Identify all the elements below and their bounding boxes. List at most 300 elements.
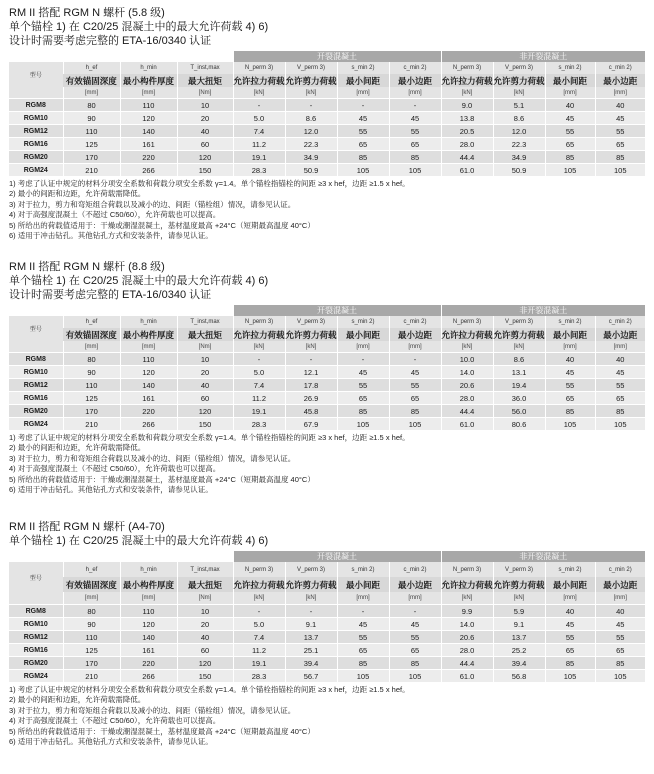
anchor-type-cell: RGM10 [9, 112, 63, 125]
value-cell: 36.0 [493, 392, 545, 405]
value-cell: 25.2 [493, 644, 545, 657]
unit-cell: [kN] [493, 87, 545, 99]
value-cell: 40 [545, 605, 595, 618]
value-cell: 7.4 [233, 631, 285, 644]
table-row [9, 418, 645, 431]
value-cell: 61.0 [441, 164, 493, 177]
value-cell: 28.3 [233, 418, 285, 431]
group-blank [9, 51, 233, 62]
value-cell: 210 [63, 164, 120, 177]
group-header-row [9, 305, 645, 316]
value-cell: 55 [337, 379, 389, 392]
col-header-label: 允许剪力荷载 [285, 329, 337, 340]
value-cell: 12.0 [493, 125, 545, 138]
label-row [9, 328, 645, 341]
value-cell: 110 [120, 353, 177, 366]
value-cell: 65 [337, 644, 389, 657]
section-a4-70 [9, 520, 645, 747]
symbol-cell: V_perm 3) [493, 316, 545, 328]
section-requirement-note: 设计时需要考虑完整的 ETA-16/0340 认证 [9, 289, 212, 301]
value-cell: 60 [177, 644, 233, 657]
table-row [9, 631, 645, 644]
unit-cell: [mm] [389, 592, 441, 605]
value-cell: 55 [595, 125, 645, 138]
symbol-cell: c_min 2) [389, 62, 441, 74]
symbol-cell: c_min 2) [595, 316, 645, 328]
symbol-cell: N_perm 3) [233, 62, 285, 74]
value-cell: 85 [545, 151, 595, 164]
value-cell: 45 [595, 618, 645, 631]
value-cell: - [285, 605, 337, 618]
footnote: 5) 所给出的荷载值适用于：干燥或潮湿混凝土，基材温度最高 +24°C（短期最高温度 40°C） [9, 726, 315, 736]
unit-cell: [kN] [493, 592, 545, 605]
col-header-label: 允许剪力荷载 [493, 75, 545, 86]
symbol-cell: V_perm 3) [493, 62, 545, 74]
symbol-cell: s_min 2) [545, 62, 595, 74]
unit-row [9, 341, 645, 353]
table-row [9, 605, 645, 618]
value-cell: 105 [337, 164, 389, 177]
unit-cell: [mm] [337, 592, 389, 605]
col-header-label: 有效锚固深度 [63, 74, 120, 87]
value-cell: 5.0 [233, 112, 285, 125]
symbol-cell: T_inst,max [177, 62, 233, 74]
anchor-type-cell: RGM16 [9, 644, 63, 657]
value-cell: 266 [120, 670, 177, 683]
section-grade-8-8 [9, 260, 645, 495]
unit-cell: [kN] [233, 87, 285, 99]
group-uncracked-concrete: 非开裂混凝土 [441, 551, 645, 562]
section-subtitle: 单个锚栓 1) 在 C20/25 混凝土中的最大允许荷载 4) 6) [9, 275, 269, 287]
symbol-cell: N_perm 3) [441, 316, 493, 328]
value-cell: 105 [595, 670, 645, 683]
table-row [9, 99, 645, 112]
value-cell: 13.1 [493, 366, 545, 379]
value-cell: 266 [120, 418, 177, 431]
table-row [9, 353, 645, 366]
col-header-type: 型号 [9, 316, 63, 341]
value-cell: 105 [389, 164, 441, 177]
unit-cell: [mm] [337, 87, 389, 99]
value-cell: 56.8 [493, 670, 545, 683]
value-cell: 110 [63, 631, 120, 644]
value-cell: 85 [337, 405, 389, 418]
value-cell: - [337, 605, 389, 618]
unit-cell: [mm] [389, 341, 441, 353]
value-cell: 45 [337, 366, 389, 379]
value-cell: 120 [120, 366, 177, 379]
anchor-type-cell: RGM20 [9, 405, 63, 418]
col-header-label: 有效锚固深度 [63, 328, 120, 341]
value-cell: 61.0 [441, 670, 493, 683]
value-cell: 5.9 [493, 605, 545, 618]
value-cell: 14.0 [441, 618, 493, 631]
unit-cell: [mm] [63, 341, 120, 353]
table-row [9, 618, 645, 631]
unit-cell: [mm] [595, 341, 645, 353]
footnote: 3) 对于拉力，剪力和弯矩组合荷载以及减小的边、间距（锚栓组）情况，请参见认证。 [9, 199, 296, 209]
group-header-row [9, 51, 645, 62]
value-cell: 19.1 [233, 405, 285, 418]
label-row [9, 577, 645, 592]
value-cell: 55 [545, 125, 595, 138]
unit-cell: [kN] [285, 87, 337, 99]
value-cell: 65 [545, 138, 595, 151]
col-header-label: 最大扭矩 [177, 328, 233, 341]
load-table [9, 305, 645, 430]
load-table [9, 551, 645, 682]
value-cell: 40 [177, 379, 233, 392]
table-row [9, 112, 645, 125]
value-cell: 55 [545, 379, 595, 392]
value-cell: 125 [63, 392, 120, 405]
value-cell: 105 [545, 670, 595, 683]
unit-cell: [mm] [120, 87, 177, 99]
value-cell: 40 [595, 99, 645, 112]
value-cell: 45 [337, 112, 389, 125]
unit-cell: [mm] [337, 341, 389, 353]
col-header-label: 最小边距 [595, 328, 645, 341]
unit-cell: [mm] [389, 87, 441, 99]
group-header-row [9, 551, 645, 562]
value-cell: 65 [389, 644, 441, 657]
value-cell: 55 [337, 631, 389, 644]
unit-cell [9, 87, 63, 99]
anchor-type-cell: RGM10 [9, 366, 63, 379]
value-cell: 60 [177, 392, 233, 405]
value-cell: 80.6 [493, 418, 545, 431]
symbol-cell: c_min 2) [389, 316, 441, 328]
unit-row [9, 592, 645, 605]
value-cell: 65 [389, 138, 441, 151]
value-cell: 11.2 [233, 644, 285, 657]
footnote: 4) 对于高强度混凝土（不超过 C50/60），允许荷载也可以提高。 [9, 210, 221, 220]
col-header-label: 允许拉力荷载 [441, 577, 493, 592]
col-header-label: 最小构件厚度 [120, 74, 177, 87]
unit-cell: [mm] [545, 87, 595, 99]
value-cell: 45 [389, 366, 441, 379]
symbol-row [9, 316, 645, 328]
unit-cell [9, 341, 63, 353]
value-cell: 40 [177, 125, 233, 138]
footnote: 4) 对于高强度混凝土（不超过 C50/60），允许荷载也可以提高。 [9, 464, 221, 474]
symbol-cell: T_inst,max [177, 562, 233, 577]
anchor-type-cell: RGM24 [9, 164, 63, 177]
group-uncracked-concrete: 非开裂混凝土 [441, 51, 645, 62]
anchor-type-cell: RGM20 [9, 151, 63, 164]
value-cell: 14.0 [441, 366, 493, 379]
value-cell: 10 [177, 99, 233, 112]
value-cell: 80 [63, 353, 120, 366]
value-cell: 56.7 [285, 670, 337, 683]
footnote: 6) 适用于冲击钻孔。其他钻孔方式和安装条件，请参见认证。 [9, 485, 213, 495]
unit-cell: [kN] [233, 341, 285, 353]
value-cell: 12.1 [285, 366, 337, 379]
symbol-cell: s_min 2) [337, 62, 389, 74]
value-cell: 8.6 [493, 353, 545, 366]
value-cell: 55 [389, 631, 441, 644]
value-cell: 10 [177, 605, 233, 618]
value-cell: 20 [177, 618, 233, 631]
unit-cell: [Nm] [177, 592, 233, 605]
value-cell: 65 [545, 392, 595, 405]
group-uncracked-concrete: 非开裂混凝土 [441, 305, 645, 316]
col-header-label: 允许拉力荷载 [441, 75, 493, 86]
value-cell: 10.0 [441, 353, 493, 366]
value-cell: 161 [120, 644, 177, 657]
value-cell: 45 [545, 366, 595, 379]
value-cell: - [337, 353, 389, 366]
table-row [9, 392, 645, 405]
value-cell: 9.1 [285, 618, 337, 631]
symbol-cell: c_min 2) [595, 562, 645, 577]
value-cell: 110 [120, 605, 177, 618]
value-cell: - [389, 99, 441, 112]
symbol-cell: h_min [120, 316, 177, 328]
value-cell: 85 [595, 657, 645, 670]
symbol-cell: c_min 2) [595, 62, 645, 74]
unit-cell: [kN] [233, 592, 285, 605]
value-cell: 105 [595, 418, 645, 431]
value-cell: 20 [177, 366, 233, 379]
value-cell: 140 [120, 631, 177, 644]
anchor-type-cell: RGM8 [9, 353, 63, 366]
value-cell: 65 [389, 392, 441, 405]
group-cracked-concrete: 开裂混凝土 [233, 51, 441, 62]
value-cell: 85 [389, 405, 441, 418]
symbol-cell: N_perm 3) [441, 562, 493, 577]
section-subtitle: 单个锚栓 1) 在 C20/25 混凝土中的最大允许荷载 4) 6) [9, 535, 269, 547]
value-cell: 19.1 [233, 151, 285, 164]
col-header-label: 允许拉力荷载 [233, 329, 285, 340]
value-cell: 161 [120, 138, 177, 151]
col-header-label: 最小边距 [389, 74, 441, 87]
symbol-cell: s_min 2) [545, 562, 595, 577]
value-cell: 45 [545, 618, 595, 631]
value-cell: 50.9 [285, 164, 337, 177]
footnote: 1) 考虑了认证中规定的材料分项安全系数和荷载分项安全系数 γ=1.4。单个锚栓指锚栓的间距 ≥3 x hef，边距 ≥1.5 x hef。 [9, 179, 410, 188]
value-cell: - [337, 99, 389, 112]
value-cell: 26.9 [285, 392, 337, 405]
unit-cell: [mm] [545, 341, 595, 353]
value-cell: 85 [389, 657, 441, 670]
section-grade-5-8 [9, 6, 645, 241]
symbol-cell: V_perm 3) [493, 562, 545, 577]
value-cell: 45 [595, 366, 645, 379]
value-cell: 45 [389, 618, 441, 631]
col-header-label: 有效锚固深度 [63, 577, 120, 592]
value-cell: 9.0 [441, 99, 493, 112]
footnote: 6) 适用于冲击钻孔。其他钻孔方式和安装条件，请参见认证。 [9, 231, 213, 241]
value-cell: 85 [545, 657, 595, 670]
anchor-type-cell: RGM10 [9, 618, 63, 631]
table-row [9, 379, 645, 392]
value-cell: 220 [120, 151, 177, 164]
symbol-cell: h_min [120, 62, 177, 74]
value-cell: 220 [120, 657, 177, 670]
value-cell: 44.4 [441, 657, 493, 670]
unit-cell: [Nm] [177, 87, 233, 99]
table-row [9, 125, 645, 138]
anchor-type-cell: RGM16 [9, 138, 63, 151]
footnotes [9, 685, 645, 747]
unit-cell: [kN] [285, 592, 337, 605]
value-cell: 39.4 [285, 657, 337, 670]
value-cell: 28.3 [233, 164, 285, 177]
value-cell: 20.5 [441, 125, 493, 138]
value-cell: 150 [177, 670, 233, 683]
value-cell: - [233, 99, 285, 112]
value-cell: 20.6 [441, 631, 493, 644]
value-cell: 13.7 [493, 631, 545, 644]
footnote: 2) 最小的间距和边距，允许荷载需降低。 [9, 695, 146, 705]
unit-row [9, 87, 645, 99]
value-cell: 55 [595, 631, 645, 644]
value-cell: 120 [177, 657, 233, 670]
section-subtitle: 单个锚栓 1) 在 C20/25 混凝土中的最大允许荷载 4) 6) [9, 21, 269, 33]
value-cell: 20.6 [441, 379, 493, 392]
value-cell: 170 [63, 405, 120, 418]
col-header-label: 最小边距 [389, 577, 441, 592]
col-header-label: 最小边距 [595, 74, 645, 87]
footnote: 1) 考虑了认证中规定的材料分项安全系数和荷载分项安全系数 γ=1.4。单个锚栓指锚栓的间距 ≥3 x hef，边距 ≥1.5 x hef。 [9, 685, 410, 694]
anchor-type-cell: RGM8 [9, 605, 63, 618]
group-blank [9, 305, 233, 316]
value-cell: 105 [337, 418, 389, 431]
unit-cell: [kN] [493, 341, 545, 353]
unit-cell: [Nm] [177, 341, 233, 353]
col-header-label: 最小构件厚度 [120, 328, 177, 341]
value-cell: 8.6 [285, 112, 337, 125]
value-cell: 40 [545, 353, 595, 366]
symbol-cell: h_ef [63, 316, 120, 328]
table-row [9, 366, 645, 379]
value-cell: 56.0 [493, 405, 545, 418]
symbol-row [9, 562, 645, 577]
symbol-cell: s_min 2) [337, 562, 389, 577]
value-cell: 105 [389, 670, 441, 683]
value-cell: 110 [120, 99, 177, 112]
symbol-cell: h_min [120, 562, 177, 577]
value-cell: 9.9 [441, 605, 493, 618]
value-cell: 65 [337, 392, 389, 405]
value-cell: 210 [63, 670, 120, 683]
value-cell: 120 [120, 618, 177, 631]
value-cell: 110 [63, 125, 120, 138]
value-cell: 125 [63, 138, 120, 151]
value-cell: 65 [595, 138, 645, 151]
value-cell: - [285, 99, 337, 112]
col-header-label: 允许剪力荷载 [285, 577, 337, 592]
unit-cell: [mm] [63, 592, 120, 605]
value-cell: 150 [177, 164, 233, 177]
unit-cell: [mm] [120, 341, 177, 353]
footnotes [9, 433, 645, 495]
value-cell: 39.4 [493, 657, 545, 670]
value-cell: 85 [389, 151, 441, 164]
value-cell: 28.0 [441, 138, 493, 151]
footnote: 4) 对于高强度混凝土（不超过 C50/60），允许荷载也可以提高。 [9, 716, 221, 726]
value-cell: - [233, 605, 285, 618]
col-header-type: 型号 [9, 62, 63, 87]
value-cell: 11.2 [233, 392, 285, 405]
section-title: RM II 搭配 RGM N 螺杆 (5.8 级) [9, 7, 165, 19]
value-cell: 28.0 [441, 392, 493, 405]
table-row [9, 644, 645, 657]
value-cell: 80 [63, 99, 120, 112]
value-cell: - [233, 353, 285, 366]
footnote: 2) 最小的间距和边距，允许荷载需降低。 [9, 443, 146, 453]
col-header-label: 最大扭矩 [177, 577, 233, 592]
value-cell: 10 [177, 353, 233, 366]
symbol-cell: T_inst,max [177, 316, 233, 328]
symbol-cell: s_min 2) [545, 316, 595, 328]
value-cell: 20 [177, 112, 233, 125]
value-cell: 170 [63, 657, 120, 670]
symbol-cell: V_perm 3) [285, 316, 337, 328]
value-cell: 55 [389, 125, 441, 138]
value-cell: 85 [337, 657, 389, 670]
group-cracked-concrete: 开裂混凝土 [233, 305, 441, 316]
table-row [9, 657, 645, 670]
value-cell: 50.9 [493, 164, 545, 177]
value-cell: 45.8 [285, 405, 337, 418]
symbol-cell: N_perm 3) [233, 316, 285, 328]
value-cell: 61.0 [441, 418, 493, 431]
symbol-cell: N_perm 3) [233, 562, 285, 577]
symbol-cell: c_min 2) [389, 562, 441, 577]
value-cell: 161 [120, 392, 177, 405]
col-header-label: 允许拉力荷载 [233, 75, 285, 86]
value-cell: 40 [177, 631, 233, 644]
value-cell: 85 [595, 405, 645, 418]
value-cell: 12.0 [285, 125, 337, 138]
value-cell: 40 [595, 605, 645, 618]
value-cell: 105 [595, 164, 645, 177]
value-cell: 140 [120, 379, 177, 392]
value-cell: 13.7 [285, 631, 337, 644]
col-header-label: 允许剪力荷载 [493, 329, 545, 340]
section-requirement-note: 设计时需要考虑完整的 ETA-16/0340 认证 [9, 35, 212, 47]
symbol-cell: N_perm 3) [441, 62, 493, 74]
value-cell: 120 [177, 405, 233, 418]
value-cell: 34.9 [493, 151, 545, 164]
unit-cell [9, 592, 63, 605]
value-cell: 40 [545, 99, 595, 112]
value-cell: 28.0 [441, 644, 493, 657]
anchor-type-cell: RGM8 [9, 99, 63, 112]
col-header-label: 允许剪力荷载 [285, 75, 337, 86]
value-cell: 9.1 [493, 618, 545, 631]
value-cell: 120 [120, 112, 177, 125]
unit-cell: [mm] [63, 87, 120, 99]
value-cell: 65 [545, 644, 595, 657]
col-header-label: 最小边距 [389, 328, 441, 341]
table-row [9, 670, 645, 683]
value-cell: 105 [389, 418, 441, 431]
value-cell: 45 [389, 112, 441, 125]
unit-cell: [mm] [595, 592, 645, 605]
anchor-type-cell: RGM12 [9, 631, 63, 644]
value-cell: - [389, 605, 441, 618]
col-header-label: 最小间距 [545, 328, 595, 341]
value-cell: 140 [120, 125, 177, 138]
value-cell: 13.8 [441, 112, 493, 125]
value-cell: 11.2 [233, 138, 285, 151]
value-cell: 5.0 [233, 366, 285, 379]
value-cell: 65 [337, 138, 389, 151]
table-row [9, 138, 645, 151]
